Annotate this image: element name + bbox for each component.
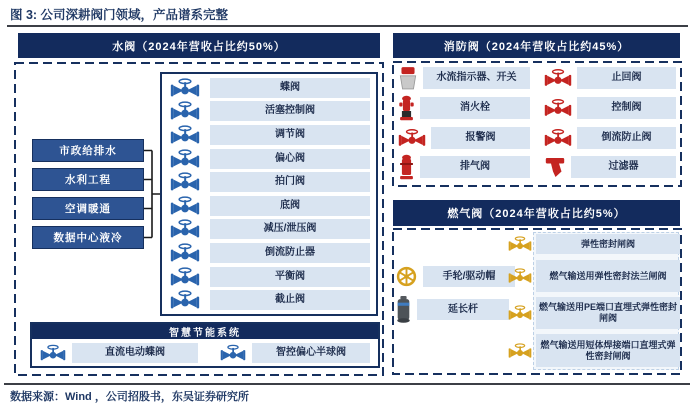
application-connector-lines	[144, 135, 160, 245]
water-valve-row	[168, 78, 370, 98]
application-datacenter-cooling: 数据中心液冷	[32, 226, 144, 249]
pressure-relief-valve-icon	[168, 219, 202, 239]
smart-energy-system-box	[30, 322, 380, 368]
water-valve-row	[168, 243, 370, 263]
smart-eccentric-ball-valve-icon	[220, 343, 246, 363]
piston-control-valve-icon	[168, 101, 202, 121]
application-hvac: 空调暖通	[32, 197, 144, 220]
fire-valve-item	[544, 65, 676, 91]
water-flow-indicator-icon	[398, 66, 418, 90]
air-release-valve-icon	[398, 154, 415, 180]
smart-item	[40, 343, 198, 363]
extension-rod-icon	[396, 296, 411, 323]
eccentric-valve-icon	[168, 149, 202, 169]
fire-valve-item	[398, 65, 530, 91]
gas-valve-item	[508, 233, 680, 255]
control-valve-icon	[544, 98, 572, 118]
fire-valve-item	[544, 95, 676, 123]
gas-accessory-item	[396, 296, 509, 323]
water-valve-label: 拍门阀	[210, 172, 370, 192]
smart-energy-system-header: 智慧节能系统	[32, 324, 378, 339]
water-valve-list	[160, 72, 378, 316]
fire-valve-item	[398, 95, 530, 123]
gas-accessory-label: 手轮/驱动帽	[423, 266, 515, 287]
gas-valve-label: 弹性密封闸阀	[536, 234, 680, 254]
gas-valve-item	[508, 334, 680, 367]
gas-section-header: 燃气阀（2024年营收占比约5%）	[393, 200, 680, 226]
smart-item-label: 智控偏心半球阀	[252, 343, 370, 363]
footer-divider	[4, 383, 690, 385]
smart-energy-system-items	[32, 339, 378, 366]
check-valve-icon	[544, 68, 572, 88]
strainer-icon	[544, 156, 566, 178]
water-valve-row	[168, 125, 370, 145]
fire-valve-label: 消火栓	[420, 97, 530, 119]
gas-valve-item	[508, 260, 680, 292]
water-valve-row	[168, 290, 370, 310]
backflow-prevention-valve-icon	[544, 128, 572, 148]
water-valve-row	[168, 172, 370, 192]
title-divider	[7, 25, 688, 27]
fire-valve-label: 控制阀	[577, 97, 676, 119]
gas-valve-label: 燃气输送用弹性密封法兰闸阀	[536, 260, 680, 292]
foot-valve-icon	[168, 196, 202, 216]
butterfly-valve-icon	[168, 78, 202, 98]
fire-valve-label: 过滤器	[571, 156, 676, 178]
fire-valve-item	[544, 154, 676, 182]
water-section-header: 水阀（2024年营收占比约50%）	[18, 33, 380, 58]
welded-port-gate-valve-icon	[508, 341, 532, 361]
alarm-valve-icon	[398, 128, 426, 148]
globe-valve-icon	[168, 290, 202, 310]
fire-valve-item	[398, 126, 530, 150]
water-valve-label: 平衡阀	[210, 267, 370, 287]
balance-valve-icon	[168, 267, 202, 287]
fire-valve-grid	[398, 65, 676, 181]
water-valve-label: 调节阀	[210, 125, 370, 145]
handwheel-icon	[396, 266, 417, 287]
fire-valve-item	[398, 154, 530, 182]
water-valve-row	[168, 101, 370, 121]
figure-title: 图 3: 公司深耕阀门领域，产品谱系完整	[10, 8, 229, 22]
water-valve-row	[168, 267, 370, 287]
application-municipal-water: 市政给排水	[32, 139, 144, 162]
fire-section-header: 消防阀（2024年营收占比约45%）	[393, 33, 680, 58]
source-note: 数据来源：Wind ，公司招股书，东吴证券研究所	[10, 391, 249, 403]
fire-valve-item	[544, 126, 676, 150]
water-valve-row	[168, 149, 370, 169]
water-valve-label: 底阀	[210, 196, 370, 216]
flap-valve-icon	[168, 172, 202, 192]
application-water-conservancy: 水利工程	[32, 168, 144, 191]
gas-valve-item	[508, 297, 680, 329]
water-valve-label: 截止阀	[210, 290, 370, 310]
resilient-seal-gate-valve-icon	[508, 234, 532, 254]
gas-accessory-label: 延长杆	[417, 299, 509, 320]
gas-valve-label: 燃气输送用PE端口直埋式弹性密封闸阀	[536, 297, 680, 329]
flange-gate-valve-icon	[508, 266, 532, 286]
gas-accessory-item	[396, 266, 515, 287]
water-valve-row	[168, 196, 370, 216]
fire-valve-label: 倒流防止阀	[577, 127, 676, 149]
backflow-preventer-icon	[168, 243, 202, 263]
fire-valve-label: 报警阀	[431, 127, 530, 149]
water-valve-row	[168, 219, 370, 239]
smart-item-label: 直流电动蝶阀	[72, 343, 198, 363]
smart-item	[220, 343, 370, 363]
fire-valve-label: 止回阀	[577, 67, 676, 89]
pe-port-gate-valve-icon	[508, 303, 532, 323]
dc-electric-butterfly-valve-icon	[40, 343, 66, 363]
regulating-valve-icon	[168, 125, 202, 145]
water-valve-label: 倒流防止器	[210, 243, 370, 263]
water-valve-label: 减压/泄压阀	[210, 219, 370, 239]
fire-hydrant-icon	[398, 95, 415, 121]
water-valve-label: 蝶阀	[210, 78, 370, 98]
fire-valve-label: 排气阀	[420, 156, 530, 178]
water-valve-label: 偏心阀	[210, 149, 370, 169]
water-valve-label: 活塞控制阀	[210, 101, 370, 121]
fire-valve-label: 水流指示器、开关	[423, 67, 530, 89]
gas-valve-label: 燃气输送用短体焊接端口直埋式弹性密封闸阀	[536, 334, 680, 367]
